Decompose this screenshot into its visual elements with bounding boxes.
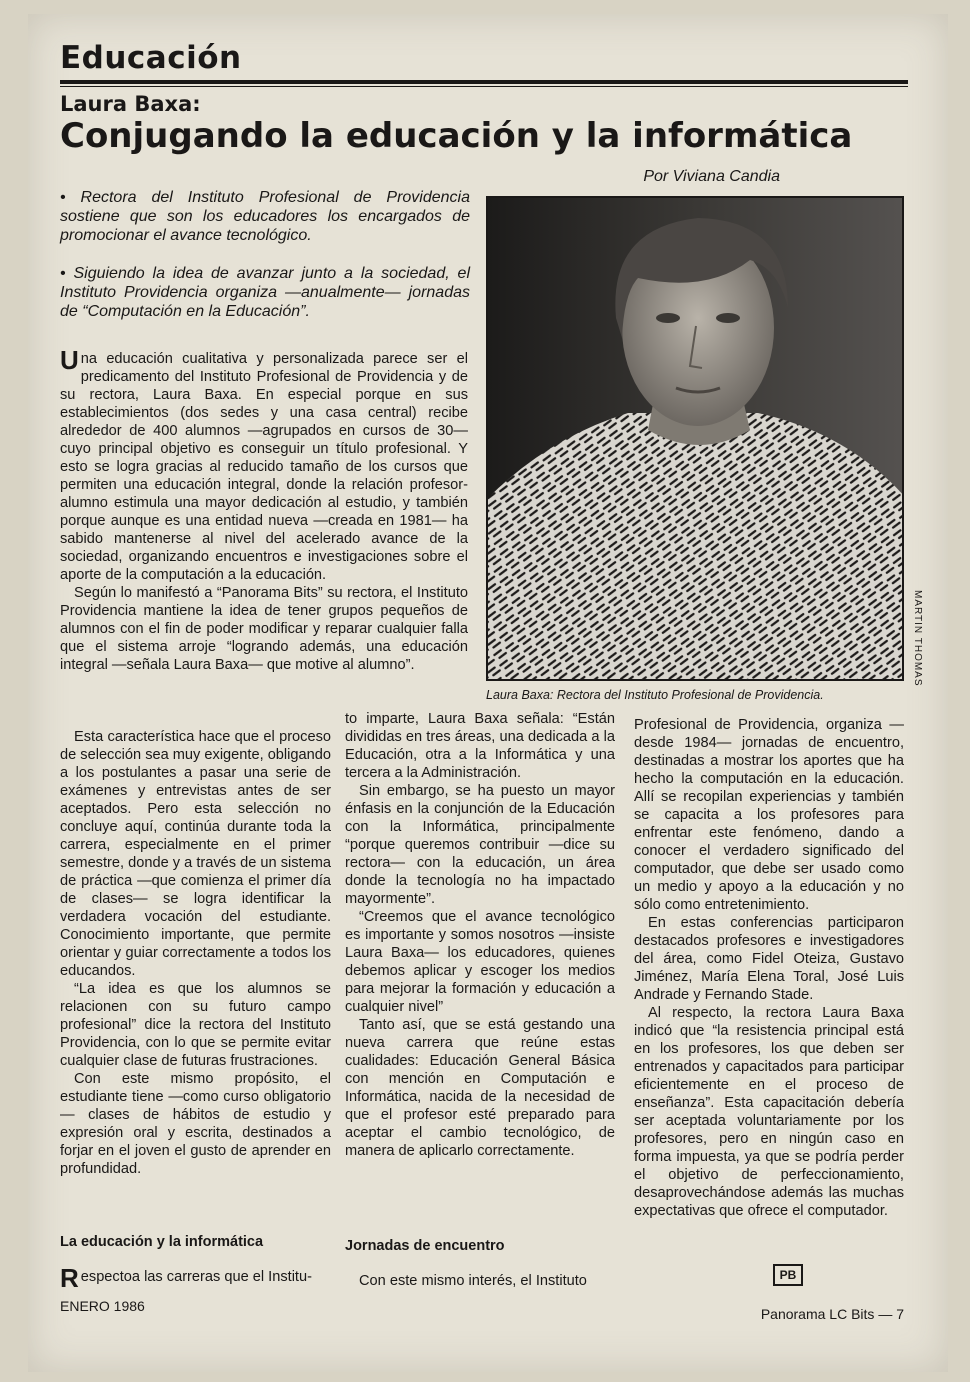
col2-paragraph-5: Con este mismo interés, el Instituto <box>359 1273 587 1289</box>
header-rule-thin <box>60 86 908 87</box>
col3-paragraph-2: En estas conferencias participaron destacados profesores e investigadores del área, como Fidel Oteiza, Gustavo Jiménez, María Elena Toral, José Luis Andrade y Fernando Stade. <box>634 915 904 1003</box>
drop-cap: U <box>60 345 79 375</box>
col3-paragraph-3: Al respecto, la rectora Laura Baxa indicó que “la resistencia principal está en los profesores, los que deben ser entrenados y capacitados para participar eficientemente en el proceso de enseñanza”. Esta capacitación debería ser aceptada voluntariamente por los profesores, pero en ningún caso en forma impuesta, ya que se podría perder el objetivo de perfeccionamiento, desaprovechándose además las muchas expectativas que ofrece el computador. <box>634 1005 904 1219</box>
col1-paragraph-1: Esta característica hace que el proceso de selección sea muy exigente, obligando a los postulantes a pasar una serie de exámenes y entrevistas antes de ser aceptados. Pero esta selección no concluye aquí, continúa durante toda la carrera, especialmente en el primer semestre, donde y a través de un sistema de práctica —que comienza el primer día de clases— se logra identificar la verdadera vocación del estudiante. Conocimiento importante, que permite orientar y guiar correctamente a todos los educandos. <box>60 729 331 979</box>
subhead-encounters: Jornadas de encuentro <box>345 1238 505 1254</box>
deck-point-2: • Siguiendo la idea de avanzar junto a la sociedad, el Instituto Providencia organiza —anualmente— jornadas de “Computación en la Educación”. <box>60 265 470 320</box>
intro-paragraph-2: Según lo manifestó a “Panorama Bits” su rectora, el Instituto Providencia mantiene la idea de tener grupos pequeños de alumnos con el fin de poder modificar y reparar cualquier falla que el sistema arroje “logrando además, una educación integral —señala Laura Baxa— que motive al alumno”. <box>60 585 468 673</box>
intro-paragraph-1: Una educación cualitativa y personalizada parece ser el predicamento del Instituto Profesional de Providencia y de su rectora, Laura Baxa. En especial porque en sus establecimientos (dos sedes y una casa central) recibe alrededor de 400 alumnos —agrupados en cursos de 30— cuyo principal objetivo es conseguir un título profesional. Y esto se logra gracias al reducido tamaño de los cursos que permiten una educación integral, donde la relación profesor-alumno estimula una mayor dedicación al estudio, y también porque aunque es una entidad nueva —creada en 1981— ha sabido mantenerse al nivel del acelerado avance de la sociedad, organizando encuentros e investigaciones sobre el aporte de la computación a la educación. <box>60 345 468 583</box>
pb-logo: PB <box>773 1264 803 1286</box>
portrait-image <box>488 198 904 681</box>
col2-paragraph-1: to imparte, Laura Baxa señala: “Están divididas en tres áreas, una dedicada a la Educación, otra a la Informática y una tercera a la Administración. <box>345 711 615 781</box>
column-2 <box>345 710 615 1160</box>
deck-point-1: • Rectora del Instituto Profesional de Providencia sostiene que son los educadores los encargados de promocionar el avance tecnológico. <box>60 189 470 244</box>
col1-paragraph-4: espectoa las carreras que el Institu- <box>80 1269 312 1285</box>
section-title: Educación <box>60 40 242 76</box>
drop-cap-r: R <box>60 1263 79 1293</box>
intro-column <box>60 345 468 674</box>
col1-paragraph-2: “La idea es que los alumnos se relacionen con su futuro campo profesional” dice la rectora del Instituto Providencia, con lo que se permite evitar cualquier clase de futuras frustraciones. <box>60 981 331 1069</box>
article-headline: Conjugando la educación y la informática <box>60 116 853 156</box>
page-number: Panorama LC Bits — 7 <box>760 1306 904 1322</box>
col2-paragraph-2: Sin embargo, se ha puesto un mayor énfasis en la conjunción de la Educación con la Informática, principalmente “porque queremos contribuir —dice su rectora— con la educación, un área donde la tecnología no ha impactado mayormente”. <box>345 783 615 907</box>
col2-paragraph-3: “Creemos que el avance tecnológico es importante y somos nosotros —insiste Laura Baxa— los educadores, quienes debemos aplicar y escoger los medios para mejorar la formación y educación a cualquier nivel” <box>345 909 615 1015</box>
column-1-tail <box>60 1263 331 1293</box>
photo-credit: MARTIN THOMAS <box>912 590 923 687</box>
subhead-education-informatics: La educación y la informática <box>60 1234 264 1250</box>
byline: Por Viviana Candia <box>643 168 780 185</box>
col3-paragraph-1: Profesional de Providencia, organiza —desde 1984— jornadas de encuentro, destinadas a mostrar los aportes que ha hecho la computación en la educación. Allí se recopilan experiencias y también se capacita a los profesores para enfrentar este fenómeno, dando a conocer el verdadero significado del computador, que debe ser usado como un medio y apoyo a la educación y no sólo como entretenimiento. <box>634 717 904 913</box>
column-2-tail <box>345 1272 615 1290</box>
col1-paragraph-3: Con este mismo propósito, el estudiante tiene —como curso obligatorio— clases de hábitos de estudio y expresión oral y escrita, destinados a forjar en el joven el gusto de aprender en profundidad. <box>60 1071 331 1177</box>
header-rule <box>60 80 908 84</box>
col2-paragraph-4: Tanto así, que se está gestando una nueva carrera que reúne estas cualidades: Educación General Básica con mención en Computación e Informática, nacida de la necesidad de que el profesor esté preparado para aceptar el cambio tecnológico, de manera de aplicarlo correctamente. <box>345 1017 615 1159</box>
portrait-photo <box>486 196 904 681</box>
issue-date: ENERO 1986 <box>60 1298 145 1314</box>
column-3 <box>634 716 904 1220</box>
photo-caption: Laura Baxa: Rectora del Instituto Profesional de Providencia. <box>486 688 824 702</box>
article-kicker: Laura Baxa: <box>60 92 201 116</box>
column-1 <box>60 728 331 1178</box>
